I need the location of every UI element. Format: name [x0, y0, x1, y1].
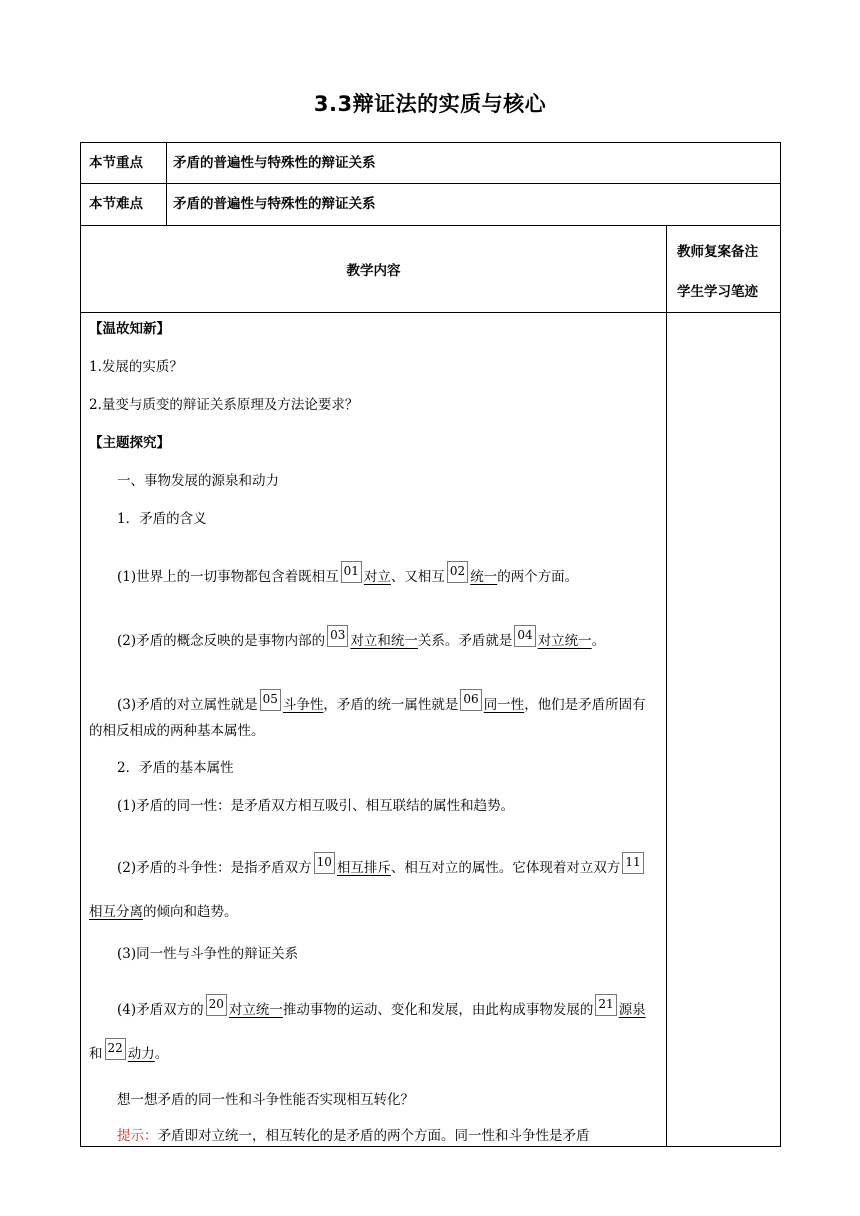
blank-number: 20 — [206, 994, 227, 1016]
text: 的两个方面。 — [497, 569, 579, 585]
focus-label: 本节重点 — [81, 143, 167, 184]
text: (2)矛盾的斗争性：是指矛盾双方 — [117, 860, 312, 876]
text: 。 — [591, 633, 606, 649]
answer-text: 动力 — [127, 1046, 155, 1062]
difficulty-value: 矛盾的普遍性与特殊性的辩证关系 — [167, 184, 781, 226]
answer-text: 源泉 — [618, 1002, 646, 1018]
text: 。 — [154, 1046, 169, 1062]
paragraph-7 — [89, 988, 658, 1076]
header-row — [81, 226, 781, 313]
answer-text: 对立 — [363, 569, 391, 585]
part1-title: 一、事物发展的源泉和动力 — [117, 473, 279, 489]
answer-text: 对立统一 — [228, 1002, 283, 1018]
side-header — [667, 226, 781, 313]
blank-number: 03 — [327, 625, 348, 647]
blank-number: 01 — [341, 561, 362, 583]
answer-text: 对立统一 — [537, 633, 592, 649]
blank-number: 10 — [314, 852, 335, 874]
paragraph-3 — [89, 689, 658, 744]
text: (4)矛盾双方的 — [117, 1002, 204, 1018]
section1-title: 1．矛盾的含义 — [117, 511, 207, 527]
hint-label: 提示： — [117, 1128, 158, 1144]
paragraph-1 — [89, 561, 658, 587]
text: 关系。矛盾就是 — [417, 633, 513, 649]
text: 和 — [89, 1046, 103, 1062]
blank-number: 06 — [460, 689, 481, 711]
review-question-2: 2.量变与质变的辩证关系原理及方法论要求？ — [89, 397, 359, 413]
blank-number: 22 — [105, 1038, 126, 1060]
difficulty-row — [81, 184, 781, 226]
text: ，他们是矛盾所固有的相反相成的两种基本属性。 — [89, 697, 646, 739]
text: (3)矛盾的对立属性就是 — [117, 697, 258, 713]
paragraph-6: (3)同一性与斗争性的辩证关系 — [117, 946, 299, 962]
review-question-1: 1.发展的实质？ — [89, 359, 183, 375]
blank-number: 05 — [260, 689, 281, 711]
blank-number: 02 — [447, 561, 468, 583]
lesson-table — [80, 142, 781, 1147]
answer-text: 同一性 — [483, 697, 525, 713]
review-heading: 【温故知新】 — [89, 321, 170, 337]
text: (2)矛盾的概念反映的是事物内部的 — [117, 633, 326, 649]
answer-text: 相互分离 — [89, 904, 143, 920]
content-header: 教学内容 — [81, 226, 667, 313]
difficulty-label: 本节难点 — [81, 184, 167, 226]
text: 、又相互 — [390, 569, 445, 585]
text: 的倾向和趋势。 — [143, 904, 238, 920]
content-row — [81, 313, 781, 1147]
paragraph-5 — [89, 846, 658, 934]
blank-number: 04 — [514, 625, 535, 647]
hint-paragraph — [89, 1126, 658, 1146]
text: ，矛盾的统一属性就是 — [323, 697, 459, 713]
paragraph-4: (1)矛盾的同一性：是矛盾双方相互吸引、相互联结的属性和趋势。 — [117, 798, 515, 814]
notes-column — [667, 313, 781, 1147]
student-notes-header: 学生学习笔迹 — [677, 284, 758, 300]
blank-number: 21 — [595, 994, 616, 1016]
explore-heading: 【主题探究】 — [89, 435, 170, 451]
answer-text: 统一 — [470, 569, 498, 585]
answer-text: 对立和统一 — [350, 633, 418, 649]
content-cell — [81, 313, 667, 1147]
section2-title: 2．矛盾的基本属性 — [117, 760, 234, 776]
answer-text: 斗争性 — [282, 697, 324, 713]
focus-value: 矛盾的普遍性与特殊性的辩证关系 — [167, 143, 781, 184]
paragraph-2 — [89, 625, 658, 651]
text: 推动事物的运动、变化和发展，由此构成事物发展的 — [282, 1002, 594, 1018]
page-title: 3.3辩证法的实质与核心 — [313, 92, 547, 116]
text: 、相互对立的属性。它体现着对立双方 — [390, 860, 621, 876]
think-question: 想一想矛盾的同一性和斗争性能否实现相互转化？ — [117, 1092, 414, 1108]
teaching-content — [81, 313, 666, 1146]
text: (1)世界上的一切事物都包含着既相互 — [117, 569, 339, 585]
focus-row — [81, 143, 781, 184]
blank-number: 11 — [622, 852, 643, 874]
teacher-notes-header: 教师复案备注 — [677, 244, 758, 260]
answer-text: 相互排斥 — [336, 860, 391, 876]
hint-text: 矛盾即对立统一，相互转化的是矛盾的两个方面。同一性和斗争性是矛盾 — [157, 1128, 590, 1144]
